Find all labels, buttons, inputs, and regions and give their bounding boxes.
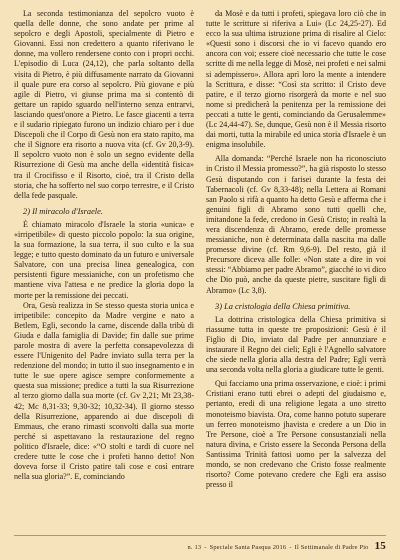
left-column (14, 9, 194, 533)
paragraph-israel-question: Alla domanda: “Perché Israele non ha riconosciuto in Cristo il Messia promesso?”, ha già risposto lo stesso Gesù disputando con i farisei durante la festa dei Tabernacoli (cf. Gv 8,33-48); nella Lettera ai Romani san Paolo si rifà a quanto ha detto Gesù e afferma che i genuini figli di Abramo sono tutti quelli che, imitandone la fede, credono in Gesù Cristo; in realtà la vera discendenza di Abramo, erede delle promesse messianiche, non è determinata dalla nascita ma dalle promesse divine (cf. Rm 9,6-9). Del resto, già il Precursore diceva alle folle: «Non state a dire in voi stessi: “Abbiamo per padre Abramo”, giacché io vi dico che Dio può, anche da queste pietre, suscitare figli di Abramo» (Lc 3,8). (206, 154, 386, 295)
section-heading-text: 3) La cristologia della Chiesa primitiva. (215, 301, 351, 311)
paragraph-jesus-fulfils: Ora, Gesù realizza in Se stesso questa storia unica e irripetibile: concepito da Madre vergine e nato a Betlem, Egli, secondo la carne, discende dalla tribù di Giuda e dalla famiglia di Davide; fin dalle sue prime parole mostra di avere la perfetta consapevolezza di essere l'Unigenito del Padre inviato sulla terra per la redenzione del mondo; in tutto il suo insegnamento e in tutte le sue opere agisce sempre conformemente a questa sua missione; predice a tutti la sua Risurrezione al terzo giorno dalla sua morte (cf. Gv 2,21; Mt 23,38-42; Mc 8,31-33; 9,30-32; 10,32-34). Il giorno stesso della Risurrezione, apparendo ai due discepoli di Emmaus, che erano rimasti sconvolti dalla sua morte perché si aspettavano la restaurazione del regno politico d'Israele, dice: «“O stolti e tardi di cuore nel credere tutte le cose che i profeti hanno detto! Non doveva forse il Cristo patire tali cose e così entrare nella sua gloria?”. E, cominciando (14, 300, 194, 482)
page-footer (14, 535, 386, 552)
article-body (14, 9, 386, 533)
section-heading-christology (206, 302, 386, 312)
separator: - (289, 544, 292, 551)
paragraph-israel-history: È chiamato miracolo d'Israele la storia «unica» e «irripetibile» di questo piccolo popolo: la sua origine, la sua formazione, la sua terra, il suo culto e la sua legge; e tutto questo dominato da un futuro e universale Salvatore, con una precisa linea genealogica, con persistenti figure messianiche, con un profetismo che mantiene viva l'attesa e ne predice la gloria dopo la morte per la remissione dei peccati. (14, 219, 194, 300)
section-heading-israel (14, 207, 194, 217)
special-edition: Speciale Santa Pasqua 2016 (209, 544, 287, 551)
paragraph-monotheism: Qui facciamo una prima osservazione, e cioè: i primi Cristiani erano tutti ebrei o adepti del giudaismo e, pertanto, eredi di una religione legata a uno stretto monoteismo biavista. Ora, come hanno potuto superare un ferreo monoteismo jhavista e credere a un Dio in Tre Persone, cioè a Tre Persone consustanziali nella natura divina, e Cristo essere la Seconda Persona della Santissima Trinità fattosi uomo per la salvezza del mondo, se non credevano che Cristo fosse realmente risorto? Come potevano credere che Egli era assiso presso il (206, 379, 386, 490)
page-number: 15 (374, 540, 386, 552)
paragraph-christology: La dottrina cristologica della Chiesa primitiva si riassume tutta in queste tre proposizioni: Gesù è il Figlio di Dio, inviato dal Padre per annunziare e instaurare il Regno dei cieli; Egli è l'Agnello salvatore che siede nella gloria alla destra del Padre; Egli verrà una seconda volta nella gloria a giudicare tutte le genti. (206, 314, 386, 375)
separator: - (204, 544, 207, 551)
right-column (206, 9, 386, 533)
paragraph-empty-tomb: La seconda testimonianza del sepolcro vuoto è quella delle donne, che sono andate per prime al sepolcro e degli Apostoli, specialmente di Pietro e Giovanni. Essi non credettero a quanto riferivano le donne, ma vollero rendersene conto con i propri occhi. L'episodio di Luca (24,12), che parla soltanto della visita di Pietro, è più diffusamente narrato da Giovanni il quale pure era corso al sepolcro. Più giovane e più agile di Pietro, vi giunse prima ma si contentò di gettare un rapido sguardo nell'interno senza entrarvi, lasciando quest'onore a Pietro. Le fasce giacenti a terra e il sudario ripiegato furono un indizio chiaro per i due Discepoli che il Corpo di Gesù non era stato rapito, ma che il Signore era risorto a nuova vita (cf. Gv 20,3-9). Il sepolcro vuoto non è solo un segno evidente della Risurrezione di Gesù ma anche della «identità fisica» tra il Crocifisso e il Risorto, cioè, tra il Cristo della storia, che ha sofferto nel suo corpo terrestre, e il Cristo della fede pasquale. (14, 9, 194, 200)
magazine-name: Il Settimanale di Padre Pio (294, 544, 369, 551)
issue-number: n. 13 (187, 544, 202, 551)
paragraph-scripture: da Mosè e da tutti i profeti, spiegava loro ciò che in tutte le scritture si riferiva a Lui» (Lc 24,25-27). Ed ecco la sua ultima istruzione prima di risalire al Cielo: «Questi sono i discorsi che io vi facevo quando ero ancora con voi; essere cioè necessario che tutte le cose scritte di me nella legge di Mosè, nei profeti e nei salmi si adempissero». Allora aprì loro la mente a intendere la Scrittura, e disse: “Così sta scritto: il Cristo deve patire, e il terzo giorno risorgerà da morte e nel suo nome si predicherà la penitenza per la remissione dei peccati a tutte le genti, cominciando da Gerusalemme» (Lc 24,44-47). Se, dunque, Gesù non è il Messia risorto dai morti, tutta la mirabile ed unica storia d'Israele è un enigma insolubile. (206, 9, 386, 150)
section-heading-text: 2) Il miracolo d'Israele. (23, 206, 103, 216)
